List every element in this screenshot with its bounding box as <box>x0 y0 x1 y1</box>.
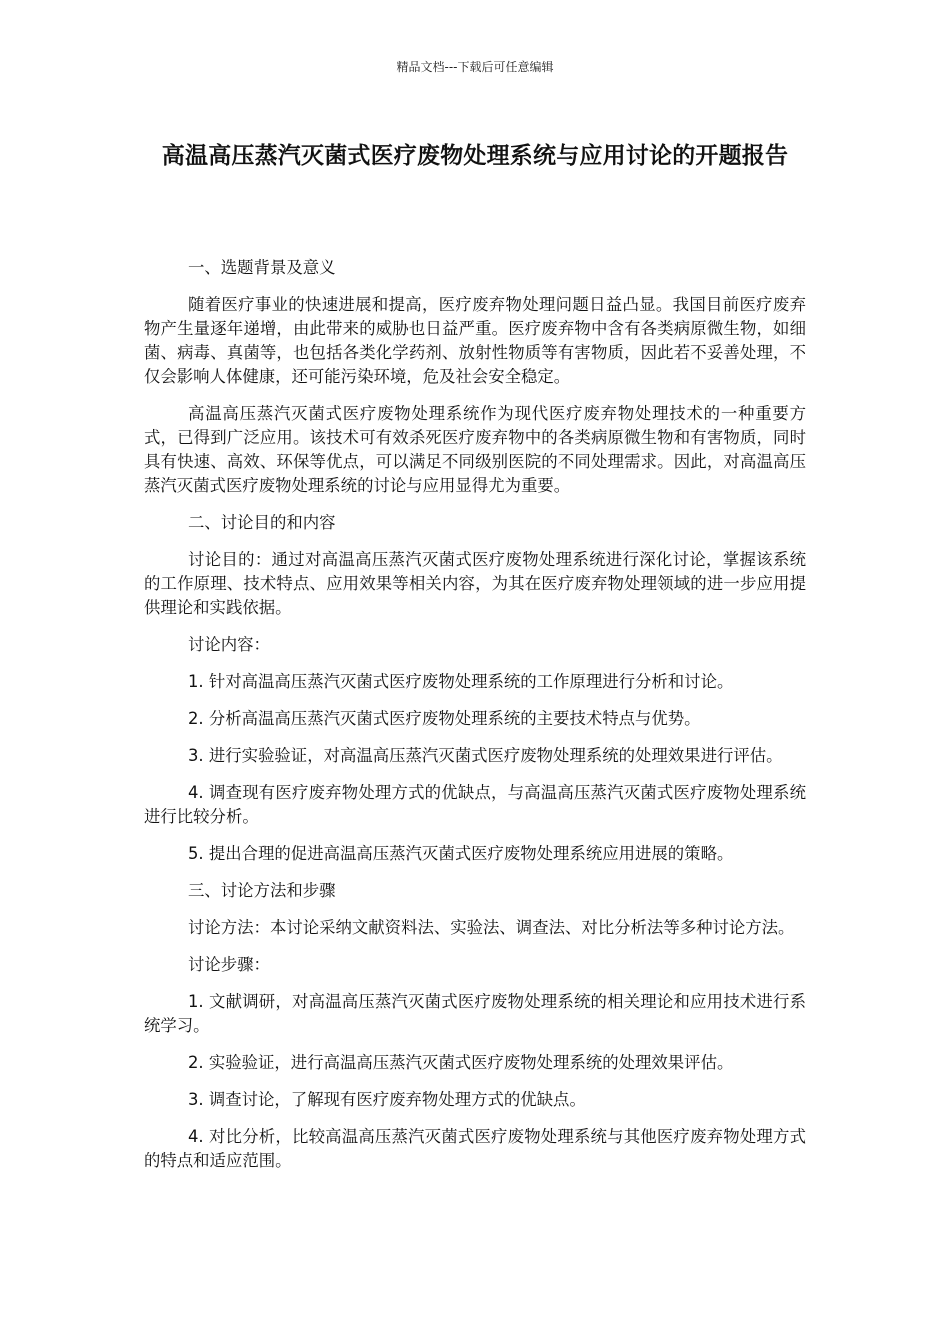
paragraph-background-2: 高温高压蒸汽灭菌式医疗废物处理系统作为现代医疗废弃物处理技术的一种重要方式，已得到广泛应用。该技术可有效杀死医疗废弃物中的各类病原微生物和有害物质，同时具有快速、高效、环保等优点，可以满足不同级别医院的不同处理需求。因此，对高温高压蒸汽灭菌式医疗废物处理系统的讨论与应用显得尤为重要。 <box>144 404 806 495</box>
list-item-step-1: 1. 文献调研，对高温高压蒸汽灭菌式医疗废物处理系统的相关理论和应用技术进行系统学习。 <box>144 992 806 1035</box>
section-heading-background: 一、选题背景及意义 <box>188 258 336 277</box>
list-item-step-3: 3. 调查讨论，了解现有医疗废弃物处理方式的优缺点。 <box>188 1090 586 1109</box>
list-item-content-2: 2. 分析高温高压蒸汽灭菌式医疗废物处理系统的主要技术特点与优势。 <box>188 709 701 728</box>
list-item-content-4: 4. 调查现有医疗废弃物处理方式的优缺点，与高温高压蒸汽灭菌式医疗废物处理系统进行比较分析。 <box>144 783 806 826</box>
list-item-content-1: 1. 针对高温高压蒸汽灭菌式医疗废物处理系统的工作原理进行分析和讨论。 <box>188 672 734 691</box>
paragraph-content-label: 讨论内容： <box>188 635 270 654</box>
list-item-step-2: 2. 实验验证，进行高温高压蒸汽灭菌式医疗废物处理系统的处理效果评估。 <box>188 1053 734 1072</box>
section-heading-methods: 三、讨论方法和步骤 <box>188 881 336 900</box>
header-watermark: 精品文档---下载后可任意编辑 <box>396 60 554 74</box>
paragraph-methods: 讨论方法：本讨论采纳文献资料法、实验法、调查法、对比分析法等多种讨论方法。 <box>188 918 795 937</box>
paragraph-background-1: 随着医疗事业的快速进展和提高，医疗废弃物处理问题日益凸显。我国目前医疗废弃物产生量逐年递增，由此带来的威胁也日益严重。医疗废弃物中含有各类病原微生物，如细菌、病毒、真菌等，也包括各类化学药剂、放射性物质等有害物质，因此若不妥善处理，不仅会影响人体健康，还可能污染环境，危及社会安全稳定。 <box>144 295 806 386</box>
section-heading-purpose: 二、讨论目的和内容 <box>188 513 336 532</box>
paragraph-purpose: 讨论目的：通过对高温高压蒸汽灭菌式医疗废物处理系统进行深化讨论，掌握该系统的工作原理、技术特点、应用效果等相关内容，为其在医疗废弃物处理领域的进一步应用提供理论和实践依据。 <box>144 550 806 617</box>
list-item-content-3: 3. 进行实验验证，对高温高压蒸汽灭菌式医疗废物处理系统的处理效果进行评估。 <box>188 746 783 765</box>
document-body <box>144 256 806 1186</box>
list-item-content-5: 5. 提出合理的促进高温高压蒸汽灭菌式医疗废物处理系统应用进展的策略。 <box>188 844 734 863</box>
document-title: 高温高压蒸汽灭菌式医疗废物处理系统与应用讨论的开题报告 <box>161 143 789 169</box>
paragraph-steps-label: 讨论步骤： <box>188 955 270 974</box>
list-item-step-4: 4. 对比分析，比较高温高压蒸汽灭菌式医疗废物处理系统与其他医疗废弃物处理方式的特点和适应范围。 <box>144 1127 806 1170</box>
